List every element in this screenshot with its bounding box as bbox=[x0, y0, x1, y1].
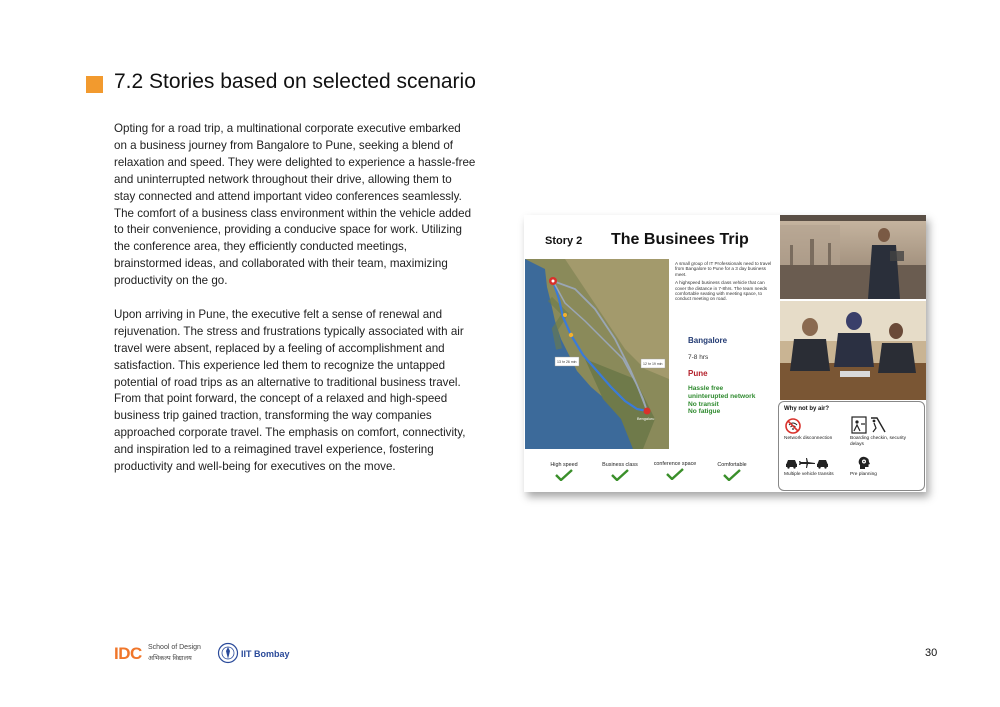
school-of-design-label: School of Design bbox=[148, 644, 201, 651]
why-item-boarding: Boarding checkin, security delays bbox=[850, 436, 906, 447]
no-wifi-icon bbox=[785, 418, 801, 434]
feature-label: Comfortable bbox=[717, 462, 747, 468]
story-description bbox=[675, 261, 777, 305]
school-of-design-hindi-label: अभिकल्प विद्यालय bbox=[148, 655, 192, 662]
feature-label: conference space bbox=[653, 461, 697, 467]
why-item-transits: Multiple vehicle transits bbox=[784, 472, 834, 477]
benefits-list bbox=[688, 385, 755, 416]
feature-comfortable bbox=[702, 462, 762, 481]
feature-high-speed bbox=[534, 462, 594, 481]
story-card bbox=[524, 215, 926, 492]
feature-label: High speed bbox=[550, 462, 578, 468]
meeting-photo bbox=[780, 301, 926, 400]
route-duration: 7-8 hrs bbox=[688, 354, 709, 361]
route-map bbox=[525, 259, 669, 449]
checkmark-icon bbox=[723, 469, 741, 481]
why-not-air-title: Why not by air? bbox=[784, 406, 829, 412]
title-accent-square bbox=[86, 76, 103, 93]
benefit-item: No transit bbox=[688, 400, 719, 408]
page-title: 7.2 Stories based on selected scenario bbox=[114, 70, 476, 93]
feature-business-class bbox=[590, 462, 650, 481]
body-text bbox=[114, 121, 476, 493]
feature-label: Business class bbox=[602, 462, 638, 468]
route-map-graphic bbox=[525, 259, 669, 449]
executive-photo-graphic bbox=[780, 215, 926, 299]
executive-photo bbox=[780, 215, 926, 299]
feature-conference-space bbox=[652, 461, 698, 480]
checkmark-icon bbox=[666, 468, 684, 480]
benefit-item: No fatigue bbox=[688, 408, 721, 416]
boarding-security-icon bbox=[851, 416, 887, 434]
route-destination: Pune bbox=[688, 369, 708, 378]
description-line-2: A highspeed business class vehicle that can cover the distance in 7-8hrs. The team needs comfortable seating with meeting space, to conduct meeting on road. bbox=[675, 280, 768, 302]
map-city-from: Bengaluru bbox=[637, 417, 655, 421]
iit-bombay-emblem-icon bbox=[217, 642, 239, 664]
meeting-photo-graphic bbox=[780, 301, 926, 400]
idc-logo: IDC bbox=[114, 644, 142, 663]
benefit-item: uninterupted network bbox=[688, 392, 756, 400]
multiple-vehicles-icon bbox=[785, 457, 829, 469]
story-number: Story 2 bbox=[545, 235, 583, 247]
benefit-item: Hassle free bbox=[688, 385, 724, 392]
map-label-b: 12 hr 19 min bbox=[643, 362, 663, 366]
story-title: The Businees Trip bbox=[611, 231, 749, 248]
page-number: 30 bbox=[925, 647, 938, 659]
checkmark-icon bbox=[611, 469, 629, 481]
route-origin: Bangalore bbox=[688, 336, 728, 345]
iit-bombay-label: IIT Bombay bbox=[241, 649, 290, 659]
checkmark-icon bbox=[555, 469, 573, 481]
map-label-a: 13 hr 26 min bbox=[557, 360, 577, 364]
paragraph-1: Opting for a road trip, a multinational corporate executive embarked on a business journey from Bangalore to Pune, seeking a blend of relaxation and speed. They were delighted to experience a hassle-free and uninterrupted network throughout their drive, allowing them to stay connected and attend important video conferences seamlessly. The comfort of a business class environment within the vehicle added to their convenience, providing a conducive space for work. Utilizing the conference area, they efficiently conducted meetings, brainstormed ideas, and collaborated with their team, maximizing productivity on the go. bbox=[114, 122, 476, 288]
planning-head-icon bbox=[857, 456, 871, 470]
why-item-network: Network disconnection bbox=[784, 436, 833, 441]
paragraph-2: Upon arriving in Pune, the executive felt a sense of renewal and rejuvenation. The stress and frustrations typically associated with air travel were absent, replaced by a feeling of accomplishment and satisfaction. This experience led them to recognize the untapped potential of road trips as an alternative to traditional business travel. From that point forward, the concept of a relaxed and high-speed business trip gained traction, transforming the way companies approached corporate travel. The emphasis on comfort, connectivity, and inspiration led to a reimagined travel experience, fostering productivity and well-being for executives on the move. bbox=[114, 307, 466, 474]
why-item-planning: Pre planning bbox=[850, 472, 877, 477]
why-not-air-box bbox=[778, 401, 925, 491]
description-line-1: A small group of IT Professionals need to travel from Bangalore to Pune for a 3 day business meet. bbox=[675, 261, 772, 277]
